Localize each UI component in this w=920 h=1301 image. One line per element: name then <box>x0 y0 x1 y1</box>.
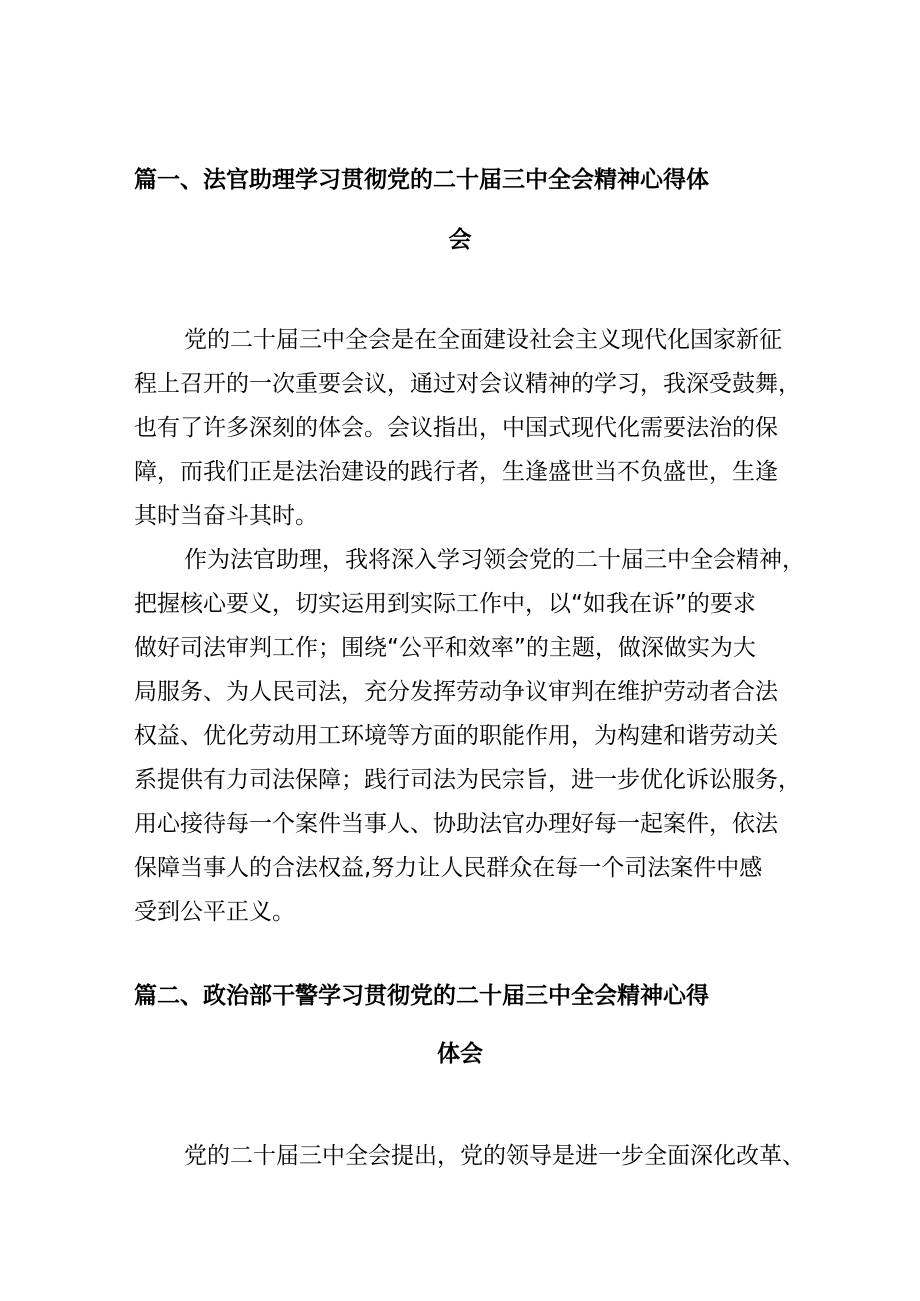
s1-p2-line-6: 系提供有力司法保障；践行司法为民宗旨，进一步优化诉讼服务， <box>134 767 801 793</box>
s1-p1-line-5: 其时当奋斗其时。 <box>134 503 318 529</box>
s1-p2-line-7: 用心接待每一个案件当事人、协助法官办理好每一起案件，依法 <box>134 811 778 837</box>
section-1-title-line-1: 篇一、法官助理学习贯彻党的二十届三中全会精神心得体 <box>134 167 709 193</box>
s1-p1-line-2: 程上召开的一次重要会议，通过对会议精神的学习，我深受鼓舞， <box>134 371 801 397</box>
s1-p2-line-2: 把握核心要义，切实运用到实际工作中，以“如我在诉”的要求 <box>134 591 756 617</box>
s1-p1-line-4: 障，而我们正是法治建设的践行者，生逢盛世当不负盛世，生逢 <box>134 459 778 485</box>
s1-p2-line-3: 做好司法审判工作；围绕“公平和效率”的主题，做深做实为大 <box>134 635 756 661</box>
s1-p2-line-5: 权益、优化劳动用工环境等方面的职能作用，为构建和谐劳动关 <box>134 723 778 749</box>
section-1-title-line-2: 会 <box>448 227 472 253</box>
section-2-title-line-1: 篇二、政治部干警学习贯彻党的二十届三中全会精神心得 <box>134 983 709 1009</box>
s2-p1-line-1: 党的二十届三中全会提出，党的领导是进一步全面深化改革、 <box>184 1143 805 1169</box>
s1-p2-line-1: 作为法官助理，我将深入学习领会党的二十届三中全会精神， <box>184 547 805 573</box>
s1-p2-line-8: 保障当事人的合法权益,努力让人民群众在每一个司法案件中感 <box>134 855 763 881</box>
s1-p2-line-9: 受到公平正义。 <box>134 899 295 925</box>
s1-p2-line-4: 局服务、为人民司法，充分发挥劳动争议审判在维护劳动者合法 <box>134 679 778 705</box>
section-2-title-line-2: 体会 <box>437 1041 483 1067</box>
s1-p1-line-1: 党的二十届三中全会是在全面建设社会主义现代化国家新征 <box>184 327 782 353</box>
s1-p1-line-3: 也有了许多深刻的体会。会议指出，中国式现代化需要法治的保 <box>134 415 778 441</box>
